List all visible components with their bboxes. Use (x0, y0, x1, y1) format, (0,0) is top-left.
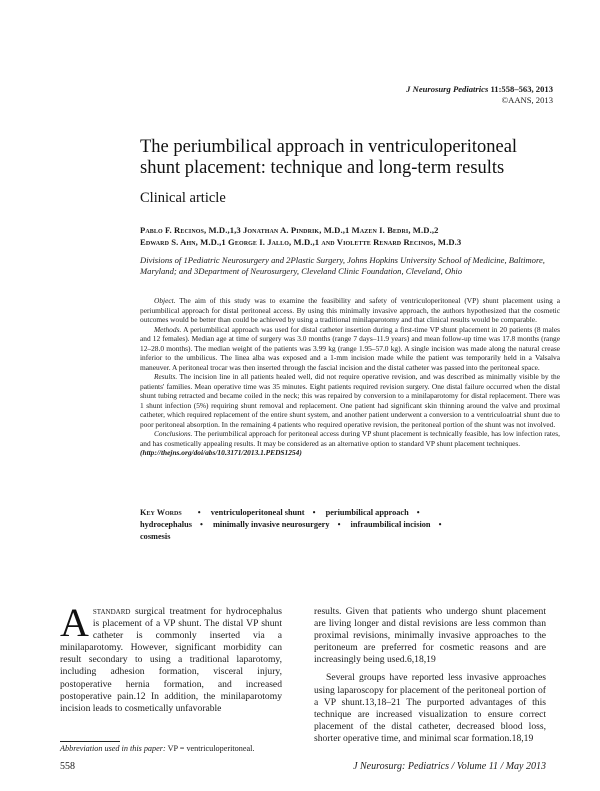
keyword-term: hydrocephalus (140, 520, 192, 529)
paragraph: Several groups have reported less invasive approaches using laparoscopy for placement of the peritoneal portion of a VP shunt.13,18–21 The purported advantages of this technique are increased visualization to ensure correct placement of the distal catheter, decreased blood loss, shorter operative time, and minimal scar formation.18,19 (314, 672, 546, 744)
abstract-conclusions (140, 429, 560, 448)
doi-link[interactable]: (http://thejns.org/doi/abs/10.3171/2013.1.PEDS1254) (140, 448, 302, 457)
intro-text: surgical treatment for hydrocephalus is placement of a VP shunt. The distal VP shunt catheter is commonly inserted via a minilaparotomy. However, significant morbidity can result secondary to using a traditional laparotomy, including adhesion formation, visceral injury, postoperative hernia formation, and increased postoperative pain.12 In addition, the minilaparotomy incision leads to cosmetically unfavorable (60, 606, 282, 714)
abstract-methods (140, 325, 560, 373)
dropcap: A (60, 600, 89, 645)
methods-text: A periumbilical approach was used for distal catheter insertion during a first-time VP shunt placement in 20 patients (8 males and 12 females). Median age at time of surgery was 3.0 months (range 7 days–11.9 years) and mean follow-up time was 17.8 months (range 12–28.0 months). The median weight of the patients was 3.99 kg (range 1.95–57.0 kg). A single incision was made along the natural crease inferior to the umbilicus. The linea alba was exposed and a 1-mm incision made while the patient was temporarily held in a Valsalva maneuver. A peritoneal trocar was then inserted through the fascial incision and the distal catheter was passed into the peritoneal space. (140, 324, 560, 372)
bullet-icon: • (337, 520, 341, 529)
results-label: Results. (154, 372, 178, 381)
bullet-icon: • (200, 520, 203, 529)
conclusions-label: Conclusions. (154, 429, 193, 438)
bullet-icon: • (312, 508, 316, 517)
keywords (140, 507, 560, 543)
author-line-1: Pablo F. Recinos, M.D.,1,3 Jonathan A. Pindrik, M.D.,1 Mazen I. Bedri, M.D.,2 (140, 225, 439, 235)
keyword-term: cosmesis (140, 532, 171, 541)
conclusions-text: The periumbilical approach for peritoneal access during VP shunt placement is technically feasible, has low infection rates, and has cosmetically appealing results. It may be considered as an alternative option to standard VP shunt placement techniques. (140, 429, 560, 448)
page-number: 558 (60, 761, 75, 772)
bullet-icon: • (197, 508, 201, 517)
journal-header (293, 84, 553, 106)
abstract-object (140, 296, 560, 325)
keyword-term: minimally invasive neurosurgery (213, 520, 330, 529)
author-line-2: Edward S. Ahn, M.D.,1 George I. Jallo, M.D.,1 and Violette Renard Recinos, M.D.3 (140, 237, 462, 247)
keyword-term: ventriculoperitoneal shunt (210, 508, 305, 517)
journal-name: J Neurosurg Pediatrics (406, 84, 489, 94)
abstract (140, 296, 560, 458)
results-text: The incision line in all patients healed well, did not require operative revision, and was described as minimally visible by the patients' families. Mean operative time was 35 minutes. Eight patients required revision surgery. One distal failure occurred when the distal shunt tubing retracted and became coiled in the neck; this was repaired by conversion to a minilaparotomy for distal replacement. There was 1 shunt infection (5%) requiring shunt removal and replacement. One patient had significant skin thinning around the valve and proximal catheter, which required replacement of the entire shunt system, and another patient underwent a conversion to a ventriculoatrial shunt due to poor peritoneal absorption. In the remaining 4 patients who required operative revision, the peritoneal portion of the shunt was not involved. (140, 372, 560, 429)
article-title: The periumbilical approach in ventriculoperitoneal shunt placement: technique and long-term results (140, 137, 518, 178)
affiliations: Divisions of 1Pediatric Neurosurgery and 2Plastic Surgery, Johns Hopkins University School of Medicine, Baltimore, Maryland; and 3Department of Neurosurgery, Cleveland Clinic Foundation, Cleveland, Ohio (140, 255, 545, 276)
copyright: ©AANS, 2013 (501, 95, 553, 105)
intro-smallcaps: standard (92, 606, 131, 617)
footnote-text: VP = ventriculoperitoneal. (167, 744, 255, 753)
body-column-right (314, 606, 546, 745)
bullet-icon: • (438, 520, 442, 529)
body-column-left (60, 600, 282, 715)
footnote (60, 744, 282, 754)
keyword-term: periumbilical approach (325, 508, 409, 517)
object-text: The aim of this study was to examine the feasibility and safety of ventriculoperitoneal (VP) shunt placement using a periumbilical approach for distal peritoneal access. By using this minimally invasive approach, the authors hypothesized that the cosmetic outcomes would be better than could be achieved by using a traditional minilaparotomy and that clinical results would be comparable. (140, 296, 560, 324)
footer-journal: J Neurosurg: Pediatrics / Volume 11 / May 2013 (353, 761, 546, 772)
object-label: Object. (154, 296, 176, 305)
bullet-icon: • (416, 508, 420, 517)
citation-ref: 11:558–563, 2013 (490, 84, 553, 94)
article-type: Clinical article (140, 190, 226, 206)
abstract-results (140, 372, 560, 429)
keyword-term: infraumbilical incision (350, 520, 431, 529)
footnote-label: Abbreviation used in this paper: (60, 744, 166, 753)
keywords-label: Key Words (140, 508, 182, 517)
footnote-divider (60, 741, 120, 742)
methods-label: Methods. (154, 324, 182, 334)
author-list (140, 224, 560, 248)
paragraph: results. Given that patients who undergo shunt placement are living longer and distal revisions are less common than proximal revisions, minimally invasive approaches to the peritoneum are preferred for cosmetic reasons and are increasingly being used.6,18,19 (314, 606, 546, 666)
